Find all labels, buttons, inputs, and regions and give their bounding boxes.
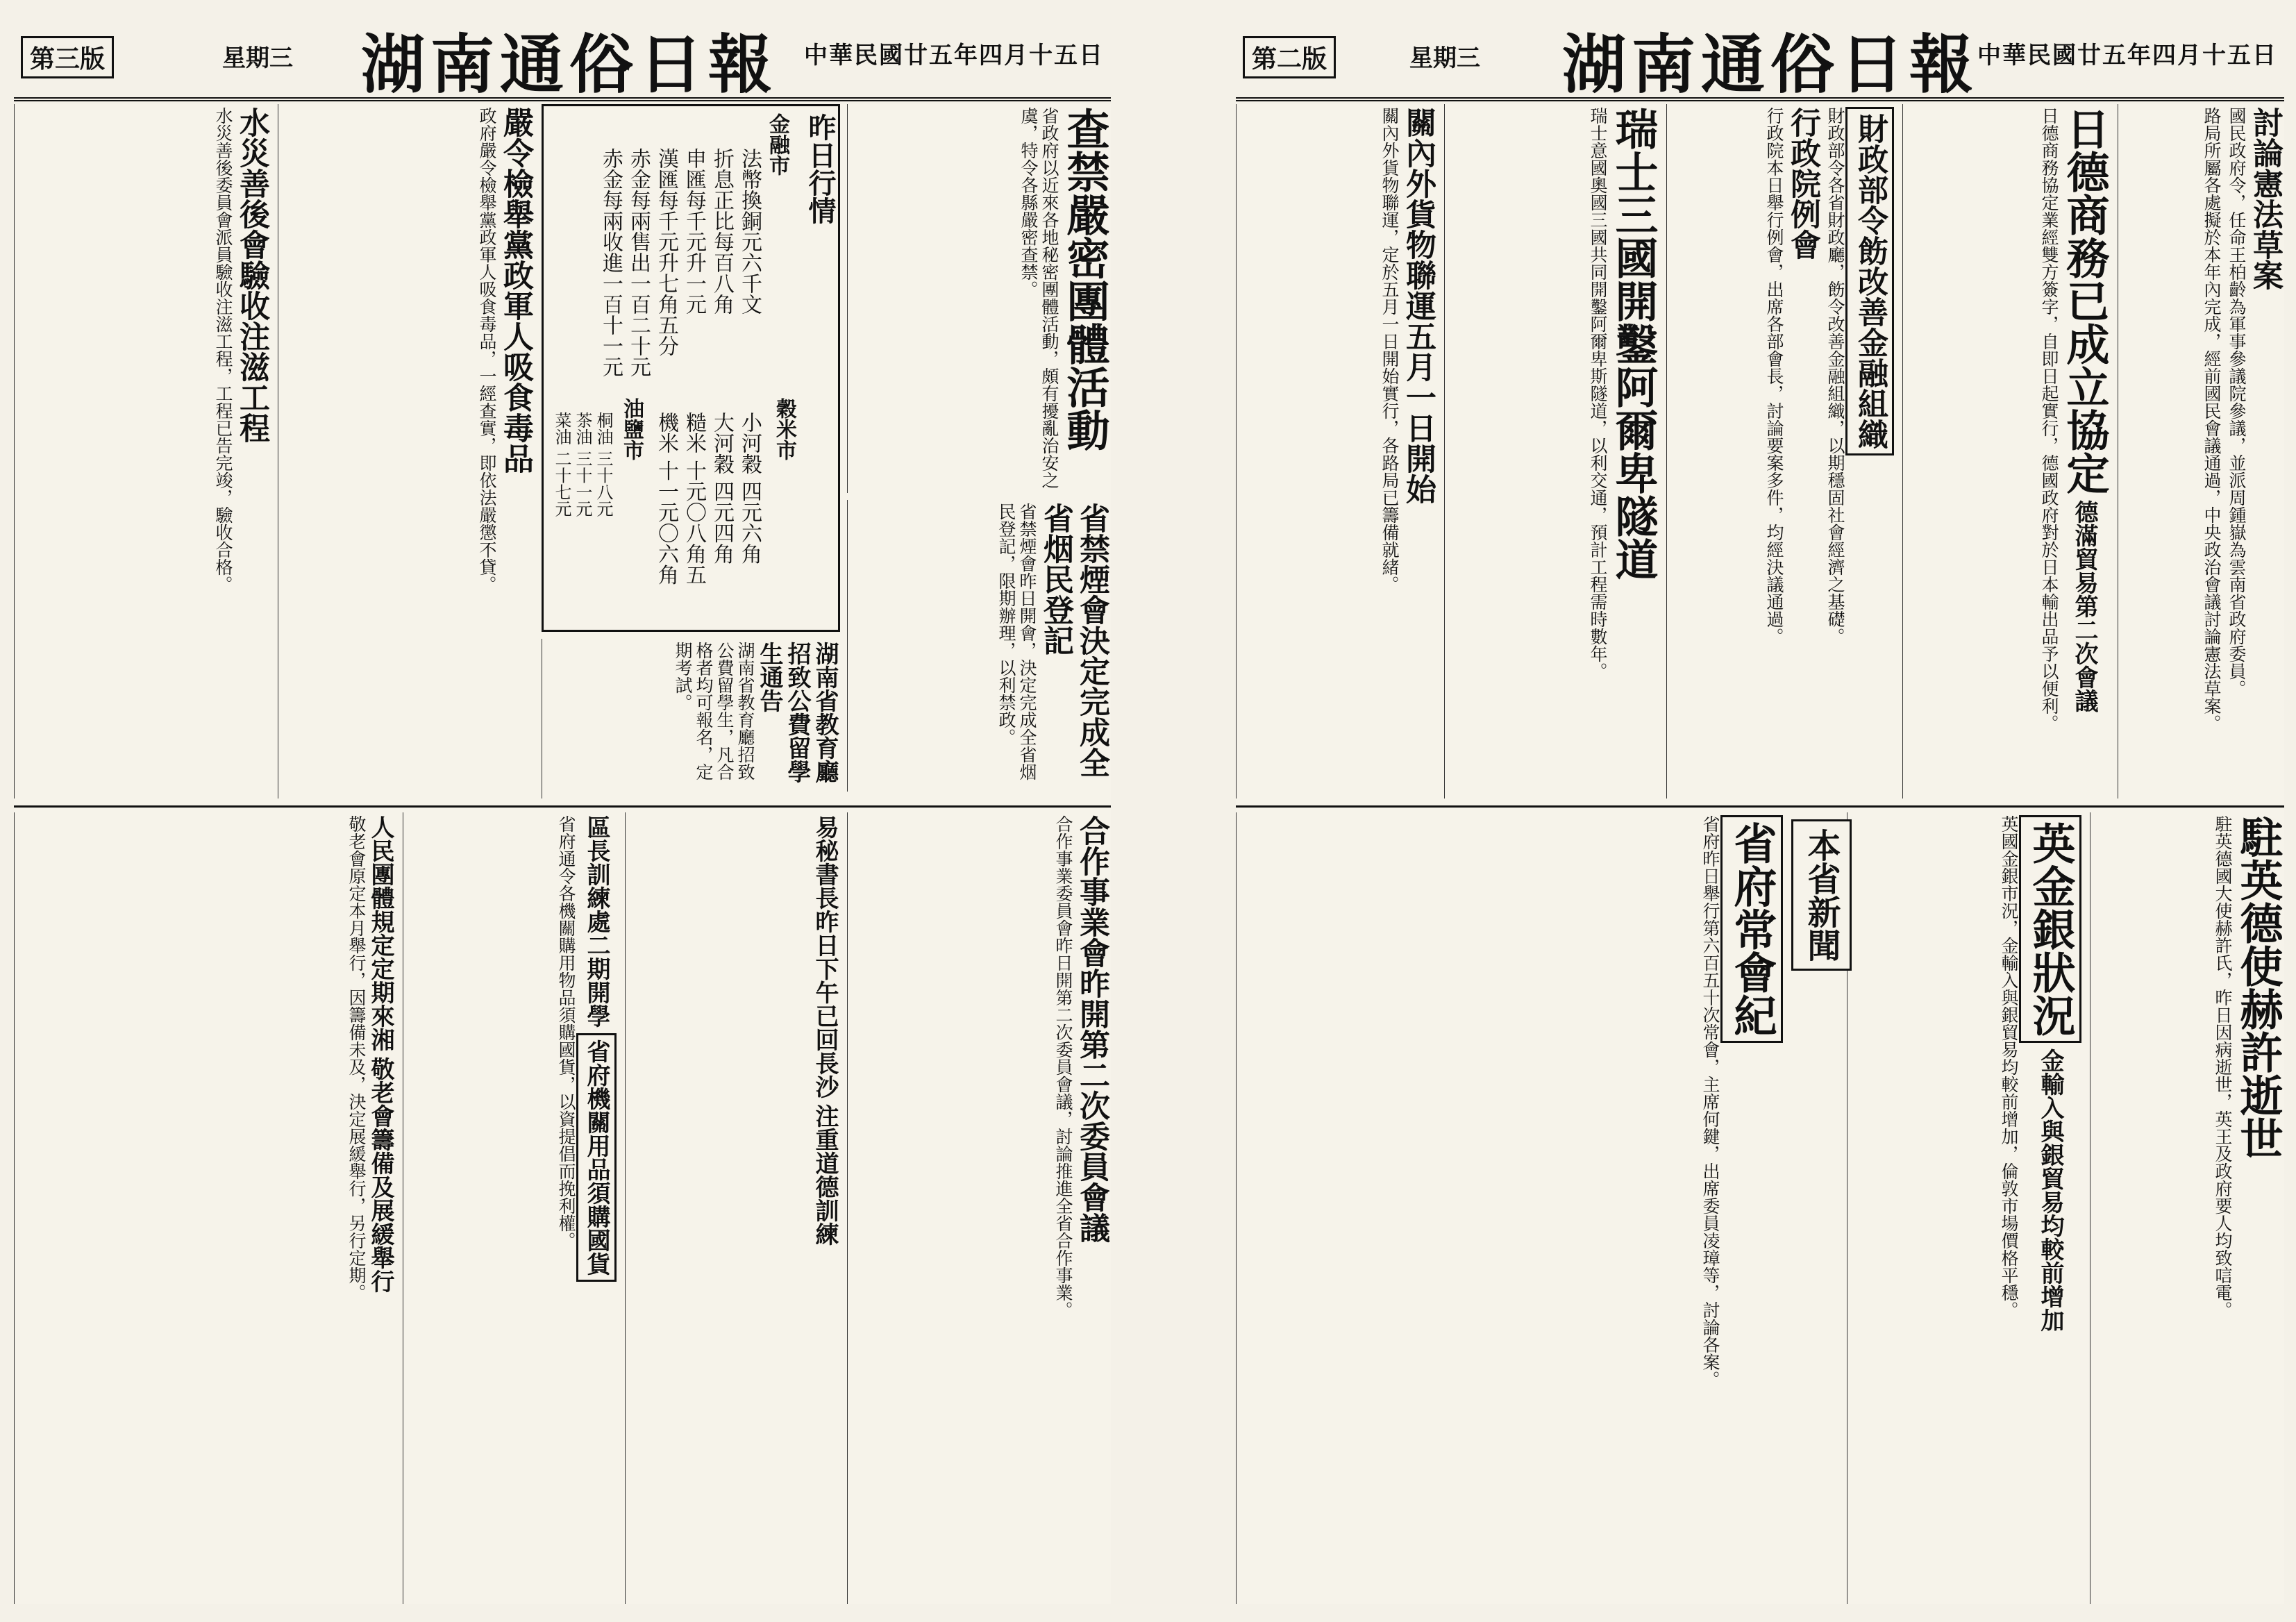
article-column [14,104,271,799]
article-text: 駐英德國大使赫許氏，昨日因病逝世，英王及政府要人均致唁電。 [2213,815,2233,1319]
article-text: 合作事業委員會昨日開第二次委員會議，討論推進全省合作事業。 [1053,815,1073,1319]
article-text: 日德商務協定業經雙方簽字，自即日起實行，德國政府對於日本輸出品予以便利。 [2039,107,2059,732]
headline: 易秘書長昨日下午已回長沙 [811,815,839,1098]
headline: 德滿貿易第二次會議 [2070,499,2098,712]
newspaper-title: 湖南通俗日報 [1562,27,1979,102]
article-column [2090,812,2284,1604]
divider [14,805,1111,808]
headline: 瑞士三國開鑿阿爾卑隧道 [1608,107,1659,580]
rice-label: 穀米市 [772,398,796,460]
headline: 水災善後會驗收注滋工程 [234,107,269,443]
article-column [2118,104,2284,799]
page-number: 第三版 [21,36,114,78]
headline: 日德商務已成立協定 [2059,107,2110,494]
page-three [14,27,1111,1604]
article-column [847,812,1111,1604]
rate-line: 赤金每兩售出一百二十元 [626,148,651,377]
page-number: 第二版 [1243,36,1336,78]
rice-line: 糙米 十元〇八角五 [682,412,706,585]
article-text: 政府嚴令檢舉黨政軍人吸食毒品，一經查實，即依法嚴懲不貸。 [477,107,497,593]
rate-line: 申匯每千元升一元 [682,148,706,315]
headline: 嚴令檢舉黨政軍人吸食毒品 [498,107,533,474]
article-column [1236,104,1437,799]
masthead-page-three [14,8,1111,101]
article-text: 英國金銀市況，金輸入與銀貿易均較前增加，倫敦市場價格平穩。 [1999,815,2019,1319]
oil-line: 茶油 三十一元 [573,412,592,517]
section-tag: 本省新聞 [1791,819,1852,971]
rate-line: 法幣換銅元六千文 [737,148,762,315]
headline: 財政部令飭改善金融組織 [1845,107,1894,455]
rate-line: 折息正比每百八角 [710,148,734,315]
article-column [1236,812,1784,1604]
article-text: 湖南省教育廳招致公費留學生，凡合格者均可報名，定期考試。 [673,642,755,780]
article-column [1666,104,1895,799]
oil-line: 菜油 二十七元 [552,412,571,517]
article-text: 省府昨日舉行第六百五十次常會，主席何鍵，出席委員凌璋等，討論各案。 [1700,815,1720,1388]
market-box [542,104,840,632]
article-text: 敬老會原定本月舉行，因籌備未及，決定展緩舉行，另行定期。 [346,815,367,1301]
headline: 注重道德訓練 [811,1103,839,1246]
page-two [1236,27,2284,1604]
rice-line: 大河穀 四元四角 [710,412,734,565]
article-column [403,812,618,1604]
issue-date: 中華民國廿五年四月十五日 [1977,42,2277,69]
article-column [542,639,840,799]
headline: 省禁煙會決定完成全省烟民登記 [1038,503,1109,778]
article-text: 路局所屬各處擬於本年內完成，經前國民會議通過，中央政治會議討論憲法草案。 [2202,107,2222,732]
headline: 省府機關用品須購國貨 [576,1033,617,1282]
headline: 英金銀狀況 [2019,815,2081,1043]
article-text: 財政部令各省財政廳，飭令改善金融組織，以期穩固社會經濟之基礎。 [1825,107,1845,645]
article-text: 水災善後委員會派員驗收注滋工程，工程已告完竣，驗收合格。 [213,107,233,593]
headline: 金輸入與銀貿易均較前增加 [2036,1048,2064,1332]
article-column [14,812,396,1604]
headline: 敬老會籌備及展緩舉行 [367,1056,394,1293]
rate-line: 漢匯每千元升七角五分 [654,148,678,356]
rate-line: 赤金每兩收進一百十一元 [598,148,623,377]
headline: 湖南省教育廳招致公費留學生通告 [755,642,839,783]
newspaper-title: 湖南通俗日報 [361,27,778,102]
article-text: 省禁煙會昨日開會，決定完成全省烟民登記，限期辦理，以利禁政。 [996,503,1037,780]
article-column [847,500,1111,792]
article-column [625,812,840,1604]
masthead-page-two [1236,8,2284,101]
headline: 查禁嚴密團體活動 [1059,107,1110,451]
headline: 區長訓練處二期開學 [583,815,610,1028]
article-text: 關內外貨物聯運，定於五月一日開始實行，各路局已籌備就緒。 [1380,107,1400,593]
headline: 省府常會紀 [1720,815,1783,1043]
finance-label: 金融市 [765,113,789,176]
article-text: 瑞士意國奧國三國共同開鑿阿爾卑斯隧道，以利交通，預計工程需時數年。 [1588,107,1608,680]
article-column [1847,812,2083,1604]
article-column [1902,104,2111,799]
article-text: 國民政府令，任命王柏齡為軍事參議院參議，並派周鍾嶽為雲南省政府委員。 [2227,107,2247,697]
headline: 行政院例會 [1785,107,1820,260]
rice-line: 小河穀 四元六角 [737,412,762,565]
article-column [278,104,535,799]
headline: 合作事業會昨開第二次委員會議 [1074,815,1109,1243]
divider [1236,805,2284,808]
rice-line: 機米 十一元〇六角 [654,412,678,585]
article-column [847,104,1111,493]
article-text: 省府通令各機關購用物品須購國貨，以資提倡而挽利權。 [556,815,576,1249]
oil-label: 油鹽市 [619,398,644,460]
headline: 關內外貨物聯運五月一日開始 [1400,107,1436,504]
headline: 討論憲法草案 [2247,107,2283,290]
headline: 人民團體規定定期來湘 [367,815,394,1051]
market-title: 昨日行情 [804,113,837,224]
weekday: 星期三 [1409,44,1480,72]
article-column [1444,104,1659,799]
oil-line: 桐油 三十八元 [594,412,613,517]
weekday: 星期三 [222,44,293,72]
headline: 駐英德使赫許逝世 [2233,815,2284,1160]
article-text: 省政府以近來各地秘密團體活動，頗有擾亂治安之虞，特令各縣嚴密查禁。 [1019,107,1059,489]
issue-date: 中華民國廿五年四月十五日 [804,42,1104,69]
article-text: 行政院本日舉行例會，出席各部會長，討論要案多件，均經決議通過。 [1764,107,1784,645]
